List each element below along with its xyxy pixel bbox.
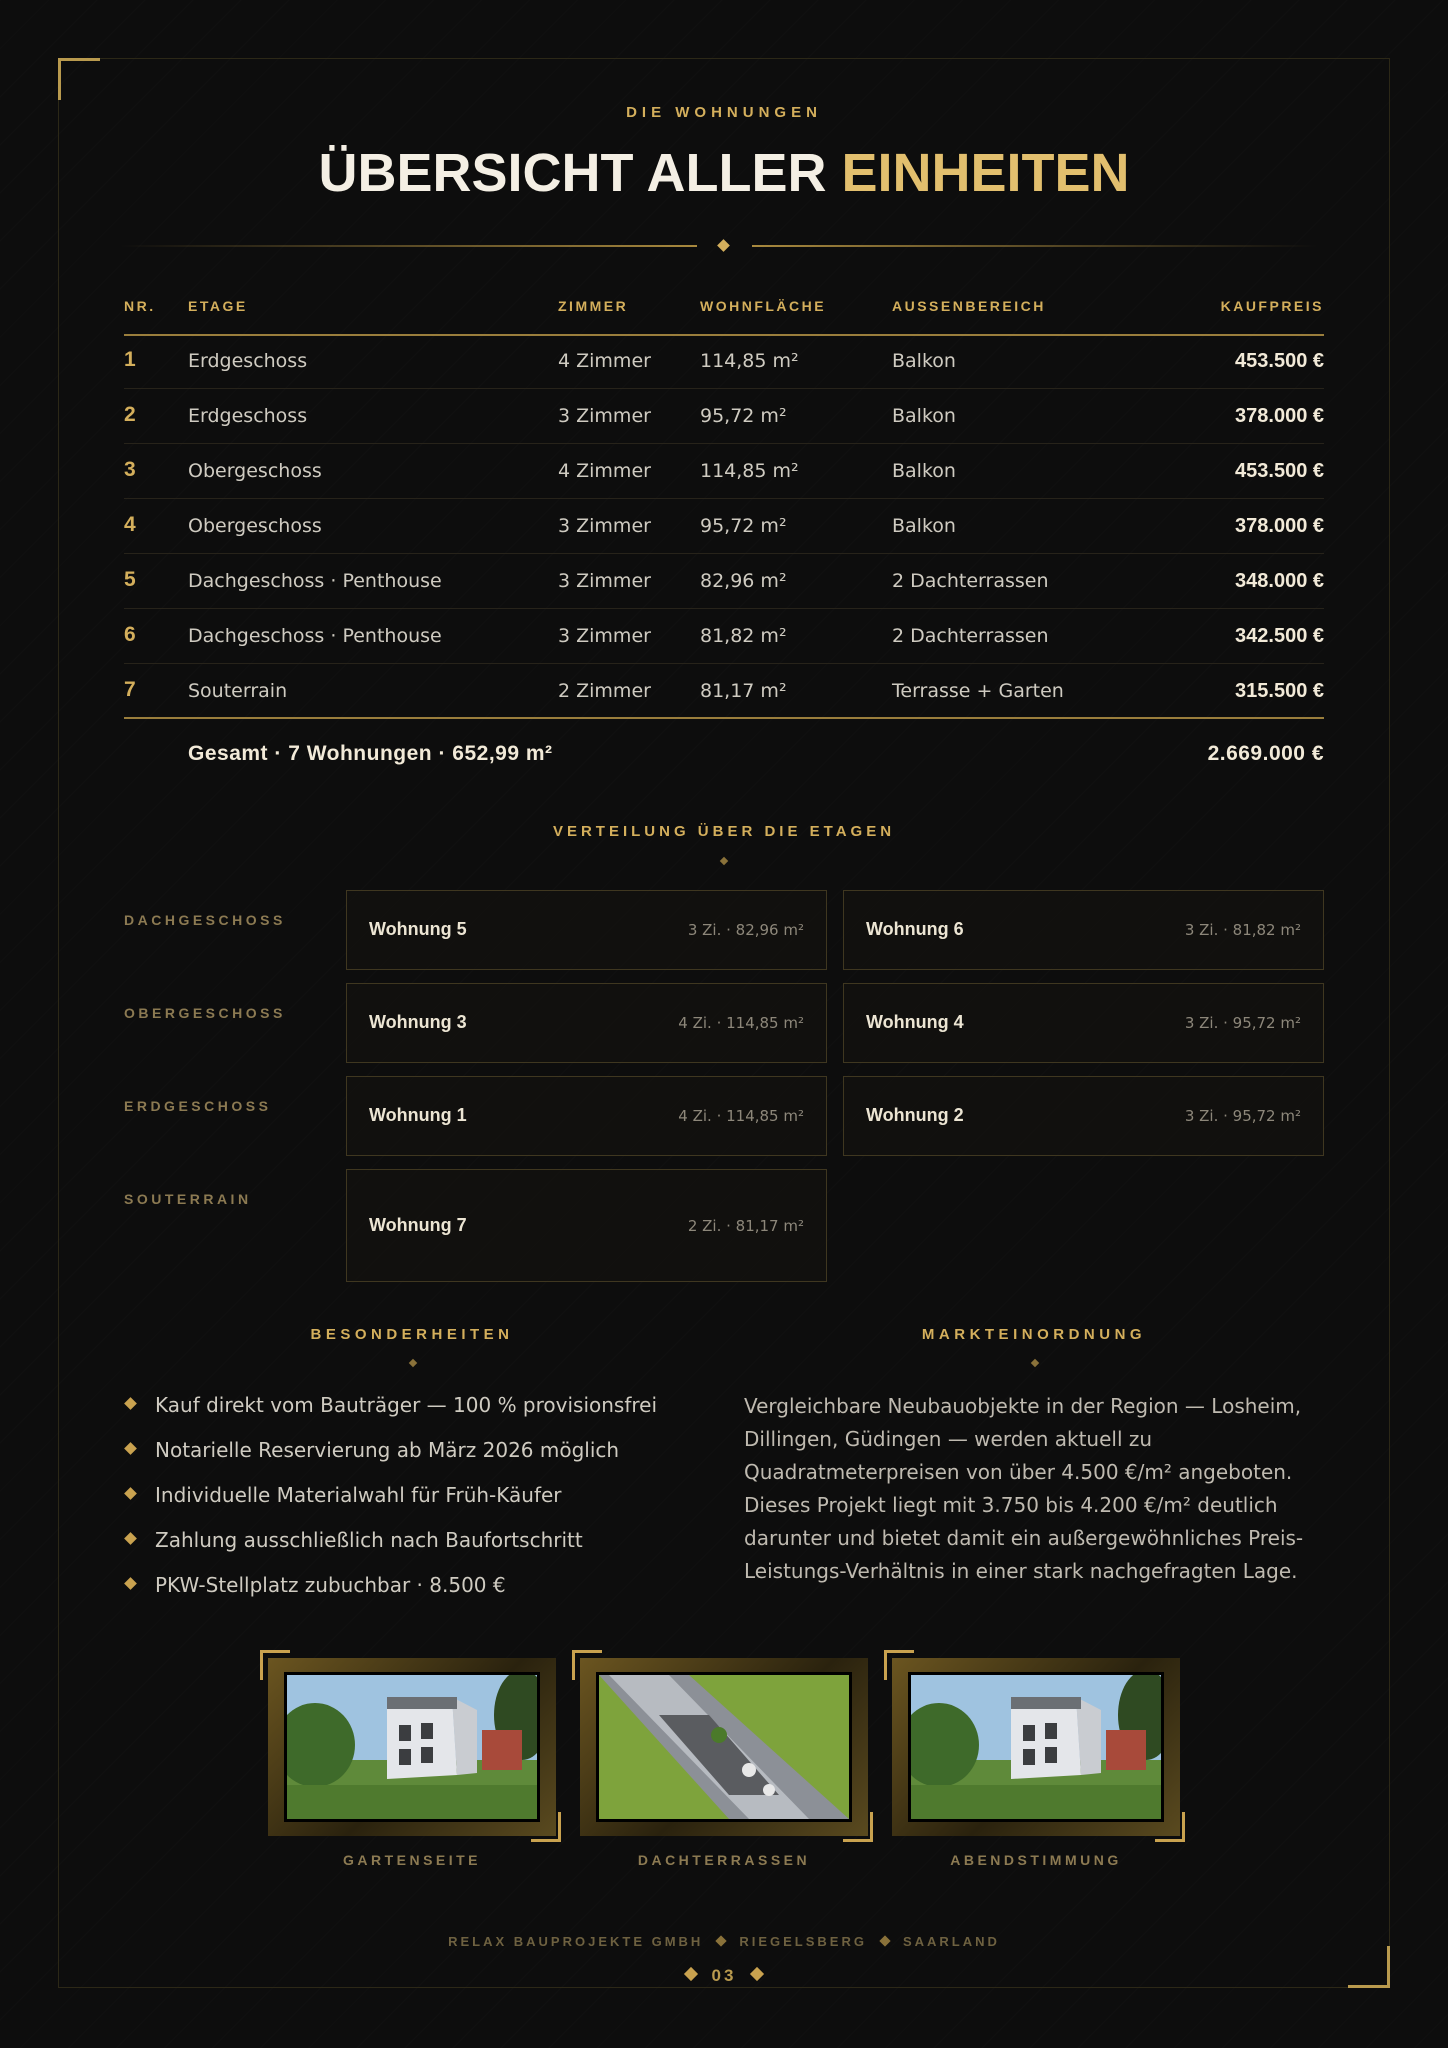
gallery-photo-abendstimmung[interactable] xyxy=(892,1658,1180,1836)
cell-nr: 1 xyxy=(124,348,136,371)
unit-card-wohnung-3 xyxy=(346,983,827,1063)
footer-region: SAARLAND xyxy=(902,1934,1000,1949)
unit-card-wohnung-7 xyxy=(346,1169,827,1282)
unit-meta: 4 Zi. · 114,85 m² xyxy=(678,1014,804,1032)
cell-nr: 4 xyxy=(124,513,136,536)
unit-name: Wohnung 4 xyxy=(866,1012,964,1032)
unit-meta: 3 Zi. · 81,82 m² xyxy=(1184,921,1301,939)
photo-image xyxy=(908,1672,1164,1822)
column-header-zimmer: ZIMMER xyxy=(558,298,629,314)
cell-flaeche: 114,85 m² xyxy=(700,350,799,372)
column-header-wohnflaeche: WOHNFLÄCHE xyxy=(700,298,827,314)
unit-name: Wohnung 5 xyxy=(369,919,467,939)
page-title xyxy=(0,142,1448,204)
feature-text: Zahlung ausschließlich nach Baufortschritt xyxy=(155,1528,583,1552)
cell-zimmer: 3 Zimmer xyxy=(558,570,651,592)
cell-aussen: Terrasse + Garten xyxy=(892,680,1064,702)
photo-corner-ornament xyxy=(260,1650,290,1680)
cell-nr: 2 xyxy=(124,403,136,426)
column-header-aussenbereich: AUSSENBEREICH xyxy=(892,298,1046,314)
floor-label-obergeschoss: OBERGESCHOSS xyxy=(124,1005,286,1021)
unit-card-wohnung-4 xyxy=(843,983,1324,1063)
column-header-kaufpreis: KAUFPREIS xyxy=(1220,298,1324,314)
total-price: 2.669.000 € xyxy=(1207,742,1324,765)
cell-nr: 6 xyxy=(124,623,136,646)
cell-zimmer: 2 Zimmer xyxy=(558,680,651,702)
cell-zimmer: 4 Zimmer xyxy=(558,350,651,372)
unit-name: Wohnung 2 xyxy=(866,1105,964,1125)
cell-aussen: Balkon xyxy=(892,405,956,427)
photo-caption: ABENDSTIMMUNG xyxy=(950,1852,1122,1868)
photo-corner-ornament xyxy=(572,1650,602,1680)
photo-corner-ornament xyxy=(843,1812,873,1842)
unit-meta: 2 Zi. · 81,17 m² xyxy=(687,1217,804,1235)
unit-meta: 4 Zi. · 114,85 m² xyxy=(678,1107,804,1125)
cell-aussen: Balkon xyxy=(892,350,956,372)
cell-aussen: Balkon xyxy=(892,515,956,537)
footer-company: RELAX BAUPROJEKTE GMBH xyxy=(448,1934,704,1949)
cell-nr: 5 xyxy=(124,568,136,591)
unit-card-wohnung-2 xyxy=(843,1076,1324,1156)
column-header-nr: NR. xyxy=(124,298,156,314)
cell-etage: Obergeschoss xyxy=(188,515,322,537)
table-row xyxy=(124,554,1324,609)
page-title-accent: EINHEITEN xyxy=(841,143,1130,203)
cell-flaeche: 95,72 m² xyxy=(700,405,787,427)
corner-ornament-top-left xyxy=(58,58,100,100)
building-garden-image xyxy=(287,1675,537,1819)
diamond-separator-icon xyxy=(716,1935,727,1946)
units-table-header xyxy=(124,298,1324,336)
market-heading: MARKTEINORDNUNG xyxy=(921,1326,1147,1343)
cell-preis: 453.500 € xyxy=(1235,460,1324,482)
title-divider-left xyxy=(120,245,697,247)
cell-flaeche: 81,17 m² xyxy=(700,680,787,702)
title-divider-right xyxy=(752,245,1317,247)
section-eyebrow: DIE WOHNUNGEN xyxy=(626,104,822,121)
cell-etage: Erdgeschoss xyxy=(188,405,308,427)
cell-etage: Dachgeschoss · Penthouse xyxy=(188,625,442,647)
cell-preis: 378.000 € xyxy=(1235,515,1324,537)
cell-flaeche: 81,82 m² xyxy=(700,625,787,647)
diamond-icon xyxy=(750,1967,764,1981)
diamond-separator-icon xyxy=(879,1935,890,1946)
footer-town: RIEGELSBERG xyxy=(739,1934,867,1949)
cell-etage: Obergeschoss xyxy=(188,460,322,482)
market-text: Vergleichbare Neubauobjekte in der Region — Losheim, Dillingen, Güdingen — werden aktuell zu Quadratmeterpreisen von über 4.500 €/m² angeboten. Dieses Projekt liegt mit 3.750 bis 4.200 €/m² deutlich darunter und bietet damit ein außergewöhnliches Preis-Leistungs-Verhältnis in einer stark nachgefragten Lage. xyxy=(744,1394,1304,1583)
total-divider xyxy=(124,717,1324,719)
unit-meta: 3 Zi. · 95,72 m² xyxy=(1184,1014,1301,1032)
cell-nr: 7 xyxy=(124,678,136,701)
cell-flaeche: 114,85 m² xyxy=(700,460,799,482)
table-row xyxy=(124,334,1324,389)
cell-preis: 348.000 € xyxy=(1235,570,1324,592)
roof-terrace-image xyxy=(599,1675,849,1819)
table-row xyxy=(124,664,1324,719)
feature-text: Kauf direkt vom Bauträger — 100 % provisionsfrei xyxy=(155,1393,658,1417)
feature-text: PKW-Stellplatz zubuchbar · 8.500 € xyxy=(155,1573,506,1597)
unit-meta: 3 Zi. · 82,96 m² xyxy=(687,921,804,939)
unit-name: Wohnung 3 xyxy=(369,1012,467,1032)
features-heading: BESONDERHEITEN xyxy=(310,1326,514,1343)
building-evening-image xyxy=(911,1675,1161,1819)
photo-image xyxy=(596,1672,852,1822)
photo-corner-ornament xyxy=(1155,1812,1185,1842)
cell-aussen: 2 Dachterrassen xyxy=(892,625,1049,647)
cell-zimmer: 3 Zimmer xyxy=(558,625,651,647)
cell-zimmer: 3 Zimmer xyxy=(558,515,651,537)
table-row xyxy=(124,389,1324,444)
diamond-icon xyxy=(683,1967,697,1981)
page-title-main: ÜBERSICHT ALLER xyxy=(318,143,827,203)
cell-etage: Souterrain xyxy=(188,680,288,702)
unit-meta: 3 Zi. · 95,72 m² xyxy=(1184,1107,1301,1125)
cell-etage: Dachgeschoss · Penthouse xyxy=(188,570,442,592)
floor-label-erdgeschoss: ERDGESCHOSS xyxy=(124,1098,272,1114)
distribution-heading: VERTEILUNG ÜBER DIE ETAGEN xyxy=(552,823,896,840)
photo-caption: GARTENSEITE xyxy=(342,1852,482,1868)
floor-label-souterrain: SOUTERRAIN xyxy=(124,1191,252,1207)
cell-etage: Erdgeschoss xyxy=(188,350,308,372)
gallery-photo-dachterrassen[interactable] xyxy=(580,1658,868,1836)
table-row xyxy=(124,499,1324,554)
photo-corner-ornament xyxy=(531,1812,561,1842)
photo-corner-ornament xyxy=(884,1650,914,1680)
unit-name: Wohnung 6 xyxy=(866,919,964,939)
unit-name: Wohnung 1 xyxy=(369,1105,467,1125)
unit-card-wohnung-5 xyxy=(346,890,827,970)
gallery-photo-gartenseite[interactable] xyxy=(268,1658,556,1836)
floor-label-dachgeschoss: DACHGESCHOSS xyxy=(124,912,286,928)
cell-zimmer: 4 Zimmer xyxy=(558,460,651,482)
table-row xyxy=(124,609,1324,664)
unit-card-wohnung-6 xyxy=(843,890,1324,970)
column-header-etage: ETAGE xyxy=(188,298,248,314)
cell-flaeche: 95,72 m² xyxy=(700,515,787,537)
cell-preis: 453.500 € xyxy=(1235,350,1324,372)
cell-preis: 378.000 € xyxy=(1235,405,1324,427)
total-label: Gesamt · 7 Wohnungen · 652,99 m² xyxy=(188,742,553,765)
photo-image xyxy=(284,1672,540,1822)
cell-aussen: 2 Dachterrassen xyxy=(892,570,1049,592)
cell-aussen: Balkon xyxy=(892,460,956,482)
unit-name: Wohnung 7 xyxy=(369,1215,467,1235)
page-number xyxy=(0,1966,1448,1986)
cell-preis: 315.500 € xyxy=(1235,680,1324,702)
cell-nr: 3 xyxy=(124,458,136,481)
photo-caption: DACHTERRASSEN xyxy=(637,1852,811,1868)
feature-text: Individuelle Materialwahl für Früh-Käufer xyxy=(155,1483,562,1507)
cell-zimmer: 3 Zimmer xyxy=(558,405,651,427)
footer xyxy=(0,1934,1448,1949)
cell-flaeche: 82,96 m² xyxy=(700,570,787,592)
unit-card-wohnung-1 xyxy=(346,1076,827,1156)
page-number-value: 03 xyxy=(711,1966,737,1985)
feature-text: Notarielle Reservierung ab März 2026 möglich xyxy=(155,1438,620,1462)
table-row xyxy=(124,444,1324,499)
cell-preis: 342.500 € xyxy=(1235,625,1324,647)
